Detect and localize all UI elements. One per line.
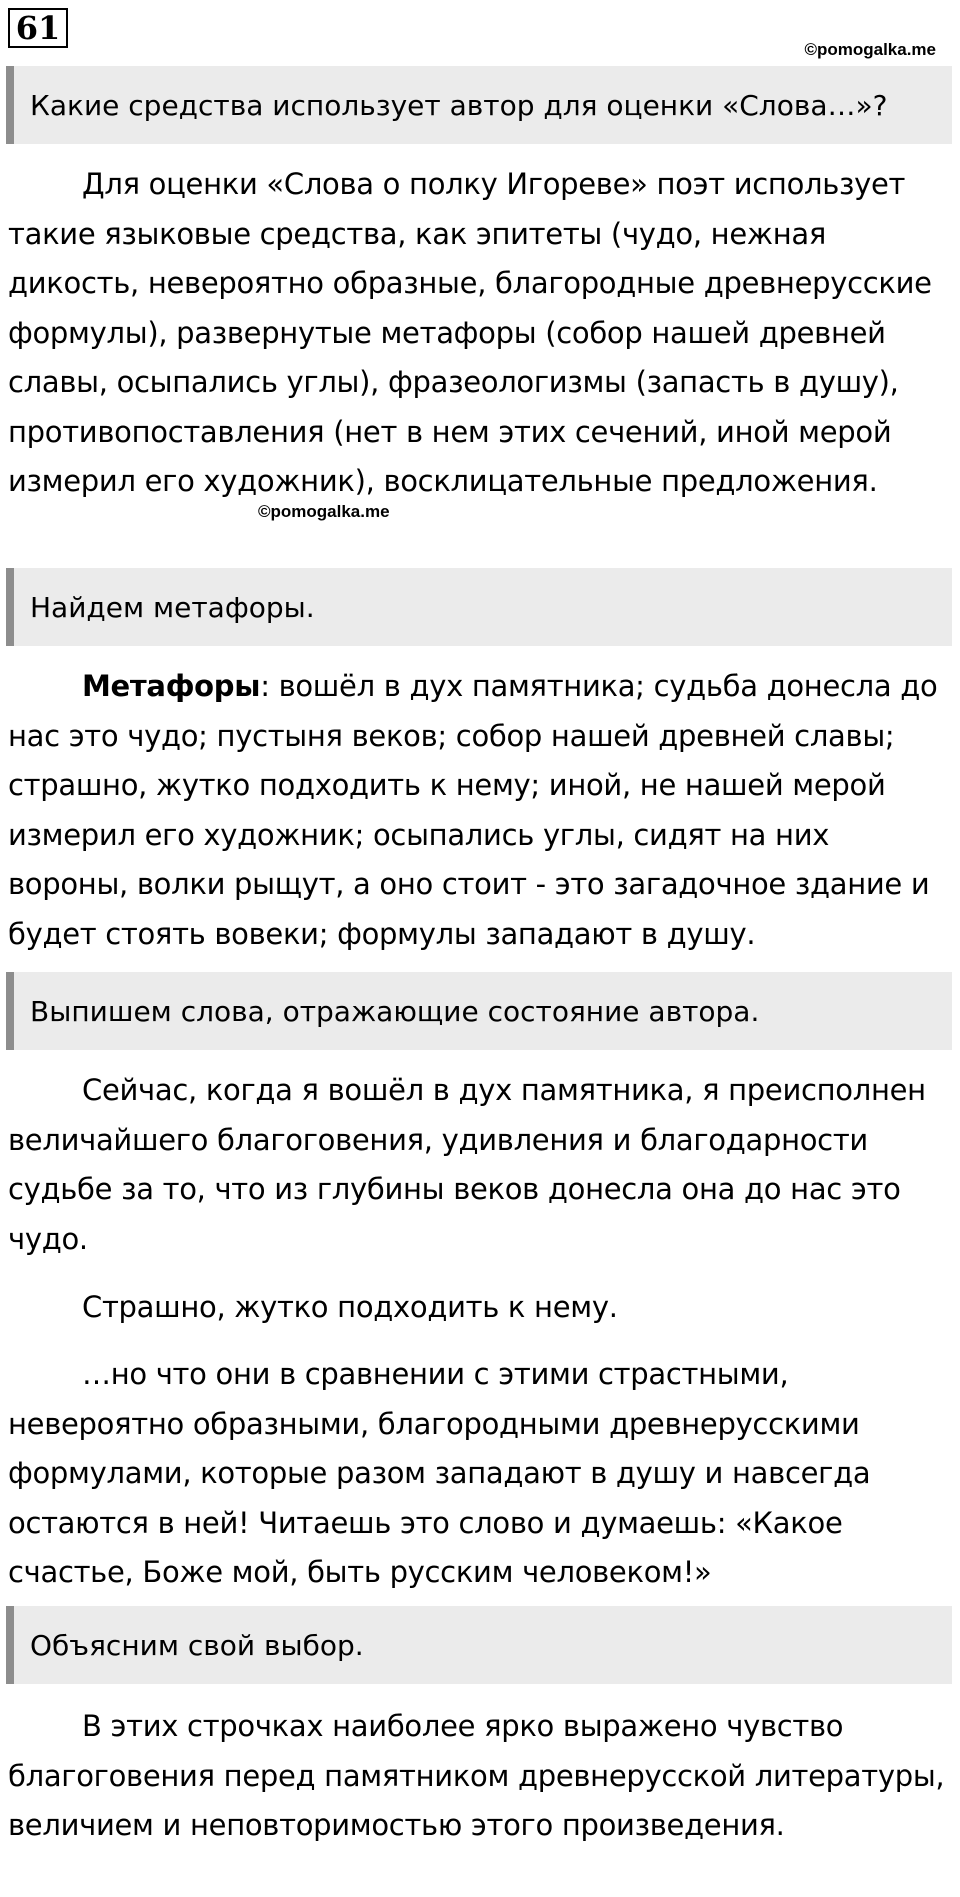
watermark-middle: ©pomogalka.me bbox=[258, 502, 390, 521]
quote-paragraph-1: Сейчас, когда я вошёл в дух памятника, я преисполнен величайшего благоговения, удивления и благодарности судьбе за то, что из глубины веков донесла она до нас это чудо. bbox=[8, 1073, 926, 1256]
explanation-paragraph: В этих строчках наиболее ярко выражено чувство благоговения перед памятником древнерусской литературы, величием и неповторимостью этого произведения. bbox=[8, 1709, 945, 1842]
explanation-header-text: Объясним свой выбор. bbox=[30, 1628, 364, 1662]
author-state-header-text: Выпишем слова, отражающие состояние автора. bbox=[30, 994, 760, 1028]
author-state-header bbox=[6, 972, 952, 1050]
quote-paragraph-3: …но что они в сравнении с этими страстными, невероятно образными, благородными древнерусскими формулами, которые разом западают в душу и навсегда остаются в ней! Читаешь это слово и думаешь: «Какое счастье, Боже мой, быть русским человеком!» bbox=[8, 1357, 871, 1589]
metaphors-list: : вошёл в дух памятника; судьба донесла до нас это чудо; пустыня веков; собор нашей древней славы; страшно, жутко подходить к нему; иной, не нашей мерой измерил его художник; осыпались углы, сидят на них вороны, волки рыщут, а оно стоит - это загадочное здание и будет стоять вовеки; формулы западают в душу. bbox=[8, 669, 938, 951]
watermark-top: ©pomogalka.me bbox=[804, 40, 936, 59]
answer-paragraph: Для оценки «Слова о полку Игореве» поэт использует такие языковые средства, как эпитеты (чудо, нежная дикость, невероятно образные, благородные древнерусские формулы), развернутые метафоры (собор нашей древней славы, осыпались углы), фразеологизмы (запасть в душу), противопоставления (нет в нем этих сечений, иной мерой измерил его художник), восклицательные предложения. bbox=[8, 167, 932, 498]
metaphors-header-text: Найдем метафоры. bbox=[30, 590, 315, 624]
explanation-header bbox=[6, 1606, 952, 1684]
question-header bbox=[6, 66, 952, 144]
question-header-text: Какие средства использует автор для оценки «Слова…»? bbox=[30, 88, 888, 122]
metaphors-header bbox=[6, 568, 952, 646]
quote-paragraph-2: Страшно, жутко подходить к нему. bbox=[82, 1290, 618, 1324]
metaphors-label: Метафоры bbox=[82, 669, 261, 703]
page-number: 61 bbox=[8, 8, 68, 48]
metaphors-paragraph bbox=[8, 662, 954, 959]
